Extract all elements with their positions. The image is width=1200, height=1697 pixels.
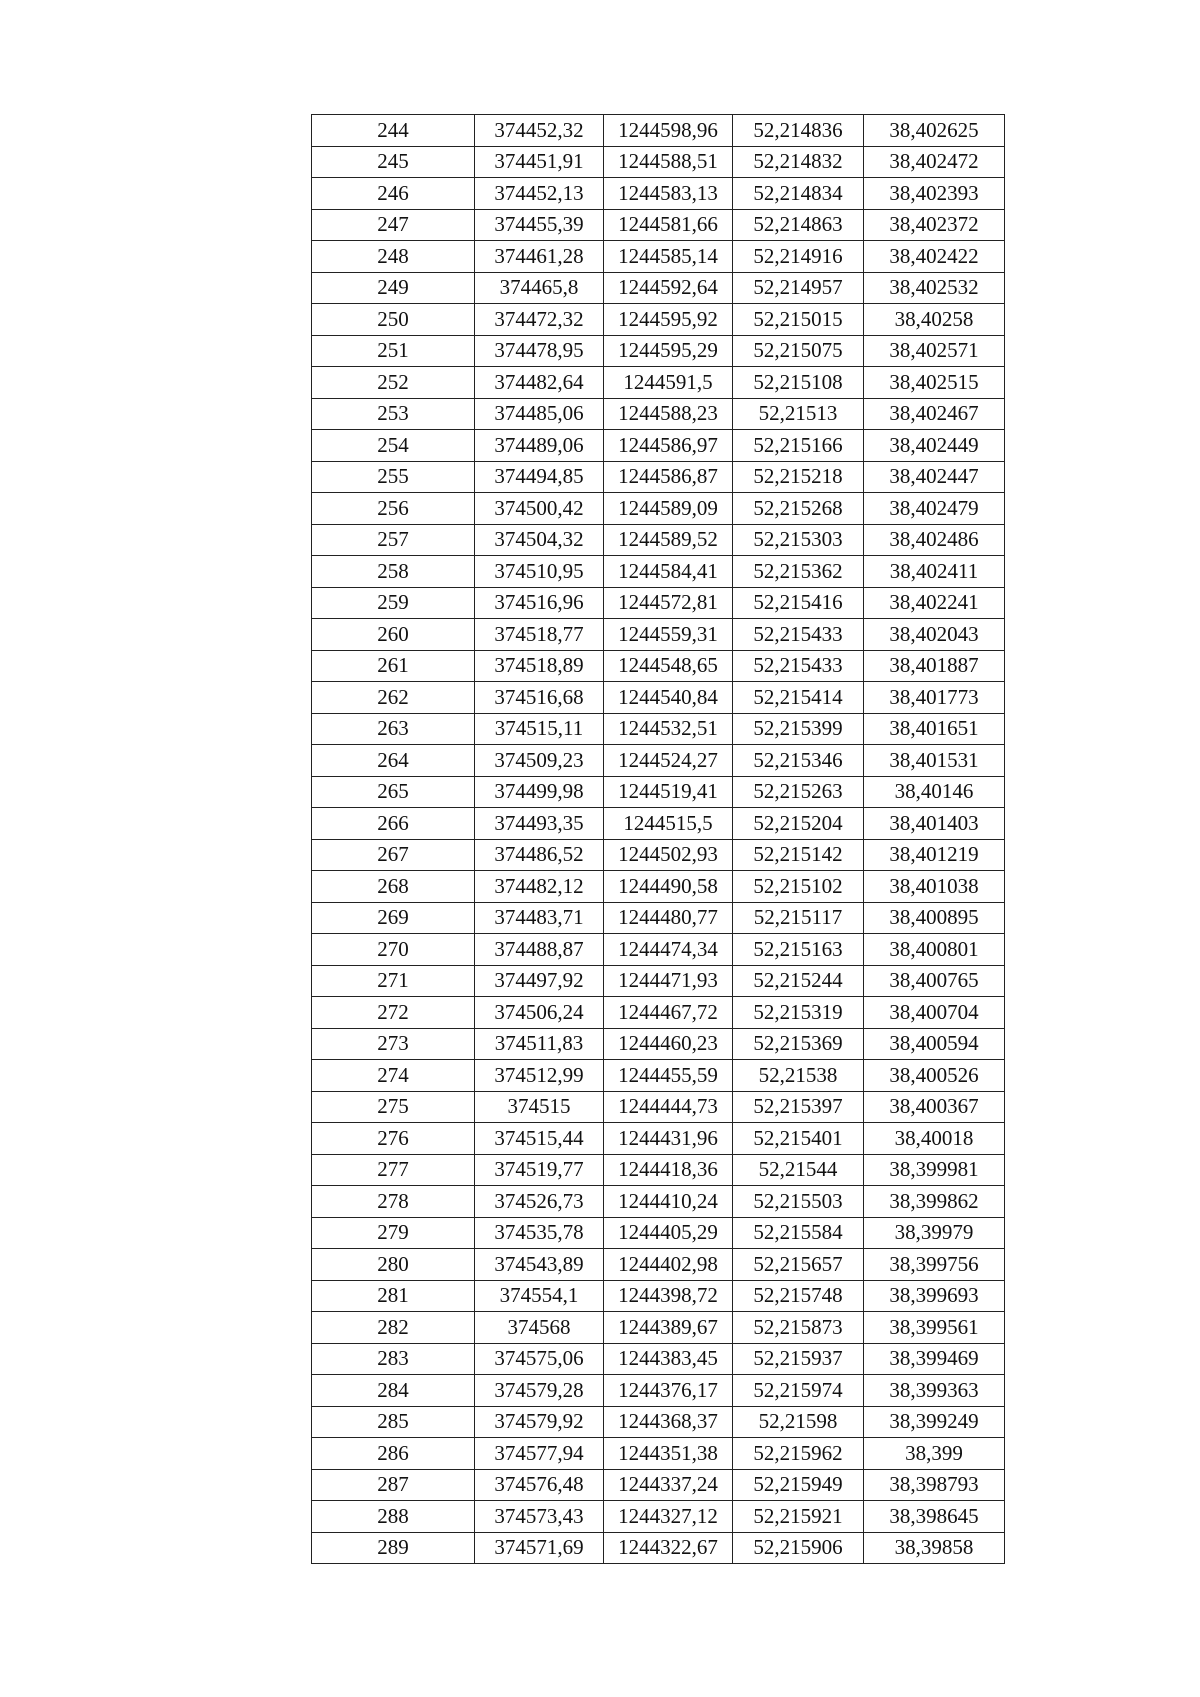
longitude-cell: 38,401651 bbox=[864, 713, 1005, 745]
x-coordinate-cell: 374516,68 bbox=[475, 682, 604, 714]
point-number-cell: 261 bbox=[312, 650, 475, 682]
longitude-cell: 38,400594 bbox=[864, 1028, 1005, 1060]
y-coordinate-cell: 1244389,67 bbox=[604, 1312, 733, 1344]
longitude-cell: 38,402449 bbox=[864, 430, 1005, 462]
point-number-cell: 265 bbox=[312, 776, 475, 808]
latitude-cell: 52,215015 bbox=[733, 304, 864, 336]
table-row bbox=[312, 965, 1005, 997]
y-coordinate-cell: 1244572,81 bbox=[604, 587, 733, 619]
table-row bbox=[312, 1249, 1005, 1281]
x-coordinate-cell: 374488,87 bbox=[475, 934, 604, 966]
latitude-cell: 52,215204 bbox=[733, 808, 864, 840]
table-row bbox=[312, 1501, 1005, 1533]
y-coordinate-cell: 1244598,96 bbox=[604, 115, 733, 147]
x-coordinate-cell: 374515,44 bbox=[475, 1123, 604, 1155]
table-row bbox=[312, 115, 1005, 147]
point-number-cell: 253 bbox=[312, 398, 475, 430]
longitude-cell: 38,402043 bbox=[864, 619, 1005, 651]
y-coordinate-cell: 1244376,17 bbox=[604, 1375, 733, 1407]
x-coordinate-cell: 374483,71 bbox=[475, 902, 604, 934]
x-coordinate-cell: 374465,8 bbox=[475, 272, 604, 304]
x-coordinate-cell: 374499,98 bbox=[475, 776, 604, 808]
table-row bbox=[312, 1217, 1005, 1249]
y-coordinate-cell: 1244398,72 bbox=[604, 1280, 733, 1312]
point-number-cell: 270 bbox=[312, 934, 475, 966]
table-row bbox=[312, 335, 1005, 367]
point-number-cell: 269 bbox=[312, 902, 475, 934]
x-coordinate-cell: 374455,39 bbox=[475, 209, 604, 241]
y-coordinate-cell: 1244591,5 bbox=[604, 367, 733, 399]
x-coordinate-cell: 374452,13 bbox=[475, 178, 604, 210]
latitude-cell: 52,215906 bbox=[733, 1532, 864, 1564]
y-coordinate-cell: 1244383,45 bbox=[604, 1343, 733, 1375]
latitude-cell: 52,215369 bbox=[733, 1028, 864, 1060]
point-number-cell: 248 bbox=[312, 241, 475, 273]
longitude-cell: 38,402393 bbox=[864, 178, 1005, 210]
latitude-cell: 52,215303 bbox=[733, 524, 864, 556]
point-number-cell: 283 bbox=[312, 1343, 475, 1375]
y-coordinate-cell: 1244460,23 bbox=[604, 1028, 733, 1060]
table-row bbox=[312, 1186, 1005, 1218]
longitude-cell: 38,399363 bbox=[864, 1375, 1005, 1407]
x-coordinate-cell: 374519,77 bbox=[475, 1154, 604, 1186]
x-coordinate-cell: 374576,48 bbox=[475, 1469, 604, 1501]
y-coordinate-cell: 1244588,23 bbox=[604, 398, 733, 430]
x-coordinate-cell: 374509,23 bbox=[475, 745, 604, 777]
table-row bbox=[312, 650, 1005, 682]
x-coordinate-cell: 374515,11 bbox=[475, 713, 604, 745]
latitude-cell: 52,215362 bbox=[733, 556, 864, 588]
latitude-cell: 52,215433 bbox=[733, 650, 864, 682]
x-coordinate-cell: 374511,83 bbox=[475, 1028, 604, 1060]
x-coordinate-cell: 374461,28 bbox=[475, 241, 604, 273]
x-coordinate-cell: 374452,32 bbox=[475, 115, 604, 147]
longitude-cell: 38,400704 bbox=[864, 997, 1005, 1029]
longitude-cell: 38,402372 bbox=[864, 209, 1005, 241]
table-row bbox=[312, 398, 1005, 430]
longitude-cell: 38,400367 bbox=[864, 1091, 1005, 1123]
longitude-cell: 38,402447 bbox=[864, 461, 1005, 493]
latitude-cell: 52,215937 bbox=[733, 1343, 864, 1375]
point-number-cell: 271 bbox=[312, 965, 475, 997]
point-number-cell: 259 bbox=[312, 587, 475, 619]
y-coordinate-cell: 1244559,31 bbox=[604, 619, 733, 651]
table-row bbox=[312, 146, 1005, 178]
latitude-cell: 52,21538 bbox=[733, 1060, 864, 1092]
longitude-cell: 38,399693 bbox=[864, 1280, 1005, 1312]
longitude-cell: 38,399 bbox=[864, 1438, 1005, 1470]
table-row bbox=[312, 461, 1005, 493]
latitude-cell: 52,215117 bbox=[733, 902, 864, 934]
latitude-cell: 52,21598 bbox=[733, 1406, 864, 1438]
latitude-cell: 52,215414 bbox=[733, 682, 864, 714]
latitude-cell: 52,215108 bbox=[733, 367, 864, 399]
x-coordinate-cell: 374504,32 bbox=[475, 524, 604, 556]
y-coordinate-cell: 1244368,37 bbox=[604, 1406, 733, 1438]
point-number-cell: 260 bbox=[312, 619, 475, 651]
longitude-cell: 38,398645 bbox=[864, 1501, 1005, 1533]
point-number-cell: 255 bbox=[312, 461, 475, 493]
y-coordinate-cell: 1244322,67 bbox=[604, 1532, 733, 1564]
x-coordinate-cell: 374494,85 bbox=[475, 461, 604, 493]
longitude-cell: 38,40146 bbox=[864, 776, 1005, 808]
y-coordinate-cell: 1244524,27 bbox=[604, 745, 733, 777]
x-coordinate-cell: 374510,95 bbox=[475, 556, 604, 588]
longitude-cell: 38,402486 bbox=[864, 524, 1005, 556]
y-coordinate-cell: 1244402,98 bbox=[604, 1249, 733, 1281]
point-number-cell: 286 bbox=[312, 1438, 475, 1470]
longitude-cell: 38,398793 bbox=[864, 1469, 1005, 1501]
longitude-cell: 38,401773 bbox=[864, 682, 1005, 714]
point-number-cell: 284 bbox=[312, 1375, 475, 1407]
latitude-cell: 52,215244 bbox=[733, 965, 864, 997]
point-number-cell: 246 bbox=[312, 178, 475, 210]
point-number-cell: 287 bbox=[312, 1469, 475, 1501]
x-coordinate-cell: 374573,43 bbox=[475, 1501, 604, 1533]
x-coordinate-cell: 374516,96 bbox=[475, 587, 604, 619]
longitude-cell: 38,40258 bbox=[864, 304, 1005, 336]
longitude-cell: 38,401038 bbox=[864, 871, 1005, 903]
table-row bbox=[312, 745, 1005, 777]
latitude-cell: 52,215263 bbox=[733, 776, 864, 808]
longitude-cell: 38,401887 bbox=[864, 650, 1005, 682]
longitude-cell: 38,402467 bbox=[864, 398, 1005, 430]
longitude-cell: 38,402571 bbox=[864, 335, 1005, 367]
y-coordinate-cell: 1244444,73 bbox=[604, 1091, 733, 1123]
latitude-cell: 52,215163 bbox=[733, 934, 864, 966]
table-row bbox=[312, 1469, 1005, 1501]
table-row bbox=[312, 304, 1005, 336]
point-number-cell: 262 bbox=[312, 682, 475, 714]
y-coordinate-cell: 1244471,93 bbox=[604, 965, 733, 997]
table-row bbox=[312, 1312, 1005, 1344]
y-coordinate-cell: 1244592,64 bbox=[604, 272, 733, 304]
point-number-cell: 288 bbox=[312, 1501, 475, 1533]
point-number-cell: 282 bbox=[312, 1312, 475, 1344]
y-coordinate-cell: 1244548,65 bbox=[604, 650, 733, 682]
latitude-cell: 52,215584 bbox=[733, 1217, 864, 1249]
longitude-cell: 38,402411 bbox=[864, 556, 1005, 588]
point-number-cell: 263 bbox=[312, 713, 475, 745]
table-row bbox=[312, 1280, 1005, 1312]
y-coordinate-cell: 1244467,72 bbox=[604, 997, 733, 1029]
point-number-cell: 266 bbox=[312, 808, 475, 840]
latitude-cell: 52,214836 bbox=[733, 115, 864, 147]
longitude-cell: 38,400801 bbox=[864, 934, 1005, 966]
latitude-cell: 52,215748 bbox=[733, 1280, 864, 1312]
table-row bbox=[312, 1154, 1005, 1186]
latitude-cell: 52,215433 bbox=[733, 619, 864, 651]
table-row bbox=[312, 871, 1005, 903]
x-coordinate-cell: 374575,06 bbox=[475, 1343, 604, 1375]
table-row bbox=[312, 587, 1005, 619]
table-row bbox=[312, 524, 1005, 556]
y-coordinate-cell: 1244588,51 bbox=[604, 146, 733, 178]
longitude-cell: 38,402479 bbox=[864, 493, 1005, 525]
point-number-cell: 272 bbox=[312, 997, 475, 1029]
latitude-cell: 52,215416 bbox=[733, 587, 864, 619]
latitude-cell: 52,214863 bbox=[733, 209, 864, 241]
table-row bbox=[312, 430, 1005, 462]
y-coordinate-cell: 1244595,92 bbox=[604, 304, 733, 336]
table-row bbox=[312, 808, 1005, 840]
table-row bbox=[312, 1123, 1005, 1155]
table-row bbox=[312, 619, 1005, 651]
latitude-cell: 52,215397 bbox=[733, 1091, 864, 1123]
table-row bbox=[312, 1438, 1005, 1470]
longitude-cell: 38,402515 bbox=[864, 367, 1005, 399]
latitude-cell: 52,215142 bbox=[733, 839, 864, 871]
table-row bbox=[312, 902, 1005, 934]
point-number-cell: 258 bbox=[312, 556, 475, 588]
latitude-cell: 52,215399 bbox=[733, 713, 864, 745]
longitude-cell: 38,399561 bbox=[864, 1312, 1005, 1344]
latitude-cell: 52,215503 bbox=[733, 1186, 864, 1218]
y-coordinate-cell: 1244502,93 bbox=[604, 839, 733, 871]
latitude-cell: 52,215102 bbox=[733, 871, 864, 903]
y-coordinate-cell: 1244337,24 bbox=[604, 1469, 733, 1501]
point-number-cell: 277 bbox=[312, 1154, 475, 1186]
y-coordinate-cell: 1244532,51 bbox=[604, 713, 733, 745]
table-row bbox=[312, 1375, 1005, 1407]
point-number-cell: 251 bbox=[312, 335, 475, 367]
y-coordinate-cell: 1244418,36 bbox=[604, 1154, 733, 1186]
y-coordinate-cell: 1244595,29 bbox=[604, 335, 733, 367]
x-coordinate-cell: 374506,24 bbox=[475, 997, 604, 1029]
point-number-cell: 245 bbox=[312, 146, 475, 178]
longitude-cell: 38,399469 bbox=[864, 1343, 1005, 1375]
longitude-cell: 38,400895 bbox=[864, 902, 1005, 934]
longitude-cell: 38,399862 bbox=[864, 1186, 1005, 1218]
longitude-cell: 38,402241 bbox=[864, 587, 1005, 619]
latitude-cell: 52,215346 bbox=[733, 745, 864, 777]
table-row bbox=[312, 1060, 1005, 1092]
table-row bbox=[312, 1091, 1005, 1123]
point-number-cell: 250 bbox=[312, 304, 475, 336]
table-row bbox=[312, 241, 1005, 273]
y-coordinate-cell: 1244480,77 bbox=[604, 902, 733, 934]
y-coordinate-cell: 1244583,13 bbox=[604, 178, 733, 210]
latitude-cell: 52,215949 bbox=[733, 1469, 864, 1501]
point-number-cell: 279 bbox=[312, 1217, 475, 1249]
x-coordinate-cell: 374568 bbox=[475, 1312, 604, 1344]
y-coordinate-cell: 1244327,12 bbox=[604, 1501, 733, 1533]
y-coordinate-cell: 1244455,59 bbox=[604, 1060, 733, 1092]
x-coordinate-cell: 374577,94 bbox=[475, 1438, 604, 1470]
table-row bbox=[312, 209, 1005, 241]
x-coordinate-cell: 374486,52 bbox=[475, 839, 604, 871]
table-row bbox=[312, 682, 1005, 714]
point-number-cell: 254 bbox=[312, 430, 475, 462]
point-number-cell: 257 bbox=[312, 524, 475, 556]
point-number-cell: 280 bbox=[312, 1249, 475, 1281]
x-coordinate-cell: 374497,92 bbox=[475, 965, 604, 997]
x-coordinate-cell: 374478,95 bbox=[475, 335, 604, 367]
longitude-cell: 38,401403 bbox=[864, 808, 1005, 840]
y-coordinate-cell: 1244589,52 bbox=[604, 524, 733, 556]
y-coordinate-cell: 1244540,84 bbox=[604, 682, 733, 714]
point-number-cell: 285 bbox=[312, 1406, 475, 1438]
y-coordinate-cell: 1244431,96 bbox=[604, 1123, 733, 1155]
longitude-cell: 38,40018 bbox=[864, 1123, 1005, 1155]
longitude-cell: 38,399249 bbox=[864, 1406, 1005, 1438]
y-coordinate-cell: 1244581,66 bbox=[604, 209, 733, 241]
x-coordinate-cell: 374482,64 bbox=[475, 367, 604, 399]
point-number-cell: 289 bbox=[312, 1532, 475, 1564]
table-row bbox=[312, 713, 1005, 745]
x-coordinate-cell: 374485,06 bbox=[475, 398, 604, 430]
y-coordinate-cell: 1244519,41 bbox=[604, 776, 733, 808]
y-coordinate-cell: 1244586,87 bbox=[604, 461, 733, 493]
latitude-cell: 52,215873 bbox=[733, 1312, 864, 1344]
x-coordinate-cell: 374451,91 bbox=[475, 146, 604, 178]
point-number-cell: 273 bbox=[312, 1028, 475, 1060]
table-row bbox=[312, 1343, 1005, 1375]
point-number-cell: 275 bbox=[312, 1091, 475, 1123]
point-number-cell: 247 bbox=[312, 209, 475, 241]
y-coordinate-cell: 1244589,09 bbox=[604, 493, 733, 525]
latitude-cell: 52,215974 bbox=[733, 1375, 864, 1407]
y-coordinate-cell: 1244490,58 bbox=[604, 871, 733, 903]
coordinates-table bbox=[311, 114, 1005, 1564]
x-coordinate-cell: 374554,1 bbox=[475, 1280, 604, 1312]
x-coordinate-cell: 374579,28 bbox=[475, 1375, 604, 1407]
longitude-cell: 38,402625 bbox=[864, 115, 1005, 147]
y-coordinate-cell: 1244410,24 bbox=[604, 1186, 733, 1218]
longitude-cell: 38,402532 bbox=[864, 272, 1005, 304]
y-coordinate-cell: 1244405,29 bbox=[604, 1217, 733, 1249]
point-number-cell: 244 bbox=[312, 115, 475, 147]
x-coordinate-cell: 374489,06 bbox=[475, 430, 604, 462]
latitude-cell: 52,215166 bbox=[733, 430, 864, 462]
latitude-cell: 52,214916 bbox=[733, 241, 864, 273]
table-row bbox=[312, 1532, 1005, 1564]
point-number-cell: 267 bbox=[312, 839, 475, 871]
y-coordinate-cell: 1244585,14 bbox=[604, 241, 733, 273]
latitude-cell: 52,215319 bbox=[733, 997, 864, 1029]
table-row bbox=[312, 776, 1005, 808]
x-coordinate-cell: 374512,99 bbox=[475, 1060, 604, 1092]
longitude-cell: 38,399756 bbox=[864, 1249, 1005, 1281]
y-coordinate-cell: 1244584,41 bbox=[604, 556, 733, 588]
point-number-cell: 274 bbox=[312, 1060, 475, 1092]
table-row bbox=[312, 556, 1005, 588]
x-coordinate-cell: 374472,32 bbox=[475, 304, 604, 336]
latitude-cell: 52,21544 bbox=[733, 1154, 864, 1186]
x-coordinate-cell: 374518,89 bbox=[475, 650, 604, 682]
point-number-cell: 249 bbox=[312, 272, 475, 304]
point-number-cell: 264 bbox=[312, 745, 475, 777]
coordinates-table-body bbox=[312, 115, 1005, 1564]
point-number-cell: 268 bbox=[312, 871, 475, 903]
latitude-cell: 52,215921 bbox=[733, 1501, 864, 1533]
x-coordinate-cell: 374526,73 bbox=[475, 1186, 604, 1218]
longitude-cell: 38,401219 bbox=[864, 839, 1005, 871]
longitude-cell: 38,400526 bbox=[864, 1060, 1005, 1092]
table-row bbox=[312, 1028, 1005, 1060]
y-coordinate-cell: 1244586,97 bbox=[604, 430, 733, 462]
point-number-cell: 278 bbox=[312, 1186, 475, 1218]
table-row bbox=[312, 839, 1005, 871]
latitude-cell: 52,214834 bbox=[733, 178, 864, 210]
point-number-cell: 276 bbox=[312, 1123, 475, 1155]
latitude-cell: 52,215075 bbox=[733, 335, 864, 367]
table-row bbox=[312, 178, 1005, 210]
x-coordinate-cell: 374535,78 bbox=[475, 1217, 604, 1249]
table-row bbox=[312, 493, 1005, 525]
latitude-cell: 52,215218 bbox=[733, 461, 864, 493]
y-coordinate-cell: 1244515,5 bbox=[604, 808, 733, 840]
x-coordinate-cell: 374579,92 bbox=[475, 1406, 604, 1438]
latitude-cell: 52,215401 bbox=[733, 1123, 864, 1155]
x-coordinate-cell: 374543,89 bbox=[475, 1249, 604, 1281]
latitude-cell: 52,214957 bbox=[733, 272, 864, 304]
y-coordinate-cell: 1244474,34 bbox=[604, 934, 733, 966]
longitude-cell: 38,39979 bbox=[864, 1217, 1005, 1249]
x-coordinate-cell: 374571,69 bbox=[475, 1532, 604, 1564]
y-coordinate-cell: 1244351,38 bbox=[604, 1438, 733, 1470]
longitude-cell: 38,401531 bbox=[864, 745, 1005, 777]
latitude-cell: 52,21513 bbox=[733, 398, 864, 430]
latitude-cell: 52,215268 bbox=[733, 493, 864, 525]
x-coordinate-cell: 374493,35 bbox=[475, 808, 604, 840]
x-coordinate-cell: 374518,77 bbox=[475, 619, 604, 651]
table-row bbox=[312, 997, 1005, 1029]
longitude-cell: 38,402472 bbox=[864, 146, 1005, 178]
x-coordinate-cell: 374500,42 bbox=[475, 493, 604, 525]
table-row bbox=[312, 1406, 1005, 1438]
longitude-cell: 38,400765 bbox=[864, 965, 1005, 997]
latitude-cell: 52,215657 bbox=[733, 1249, 864, 1281]
latitude-cell: 52,214832 bbox=[733, 146, 864, 178]
point-number-cell: 281 bbox=[312, 1280, 475, 1312]
x-coordinate-cell: 374515 bbox=[475, 1091, 604, 1123]
longitude-cell: 38,39858 bbox=[864, 1532, 1005, 1564]
table-row bbox=[312, 367, 1005, 399]
longitude-cell: 38,399981 bbox=[864, 1154, 1005, 1186]
point-number-cell: 256 bbox=[312, 493, 475, 525]
table-row bbox=[312, 934, 1005, 966]
longitude-cell: 38,402422 bbox=[864, 241, 1005, 273]
table-row bbox=[312, 272, 1005, 304]
latitude-cell: 52,215962 bbox=[733, 1438, 864, 1470]
x-coordinate-cell: 374482,12 bbox=[475, 871, 604, 903]
point-number-cell: 252 bbox=[312, 367, 475, 399]
